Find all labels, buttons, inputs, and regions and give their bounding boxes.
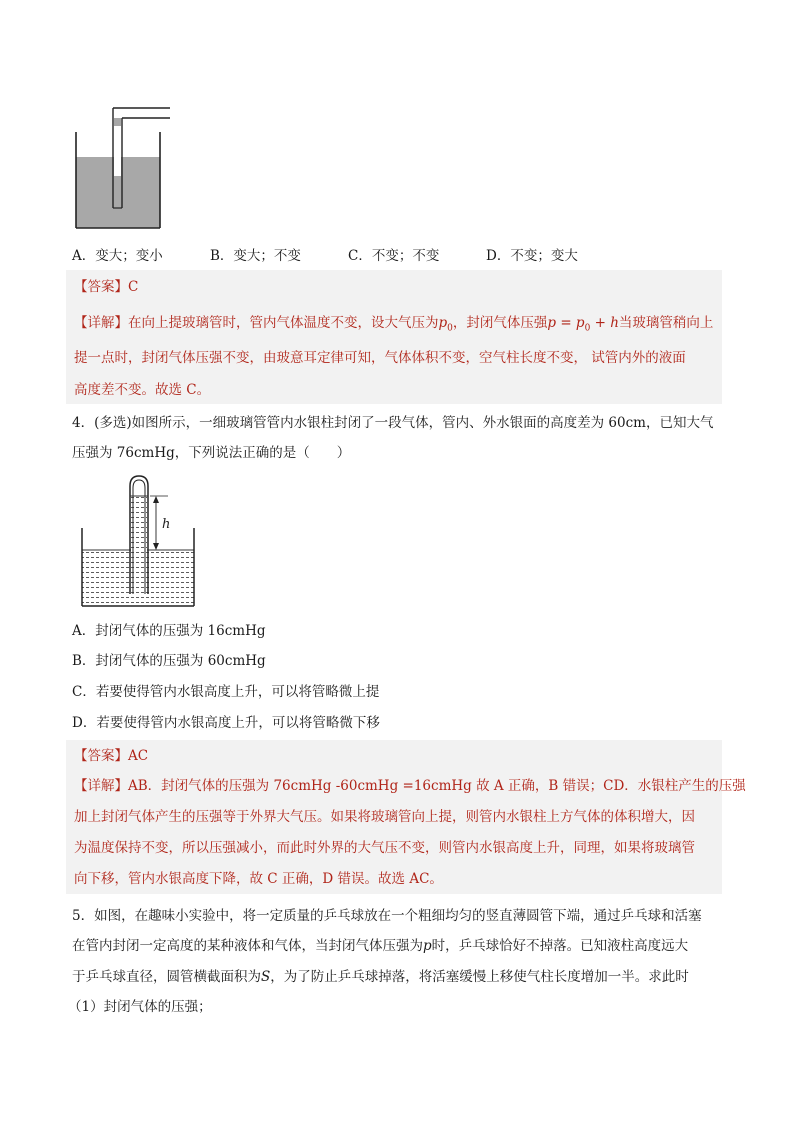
q3-option-a: A．变大；变小 [72,248,163,264]
q4-figure [76,470,202,610]
q4-detail-label: 【详解】 [74,778,128,794]
q4-option-b: B．封闭气体的压强为 60cmHg [72,653,266,669]
q3-detail-line-3: 高度差不变。故选 C。 [74,382,211,398]
q3-figure [70,100,174,232]
q4-detail-line-2: 加上封闭气体产生的压强等于外界大气压。如果将玻璃管向上提，则管内水银柱上方气体的体积增大，因 [74,809,695,825]
q3-option-b: B．变大；不变 [210,248,301,264]
q4-option-c: C．若要使得管内水银高度上升，可以将管略微上提 [72,684,380,700]
q3-detail-line-1: 【详解】在向上提玻璃管时，管内气体温度不变，设大气压为$p_0$，封闭气体压强$p = p_0 + h$当玻璃管稍向上 [74,315,714,334]
q4-answer-label: 【答案】 [74,748,128,764]
q5-stem-line-3: 于乒乓球直径，圆管横截面积为S，为了防止乒乓球掉落，将活塞缓慢上移使气柱长度增加一半。求此时 [72,969,689,985]
q4-answer [74,746,148,766]
q3-option-c: C．不变；不变 [348,248,440,264]
q5-stem-line-2: 在管内封闭一定高度的某种液体和气体，当封闭气体压强为p时，乒乓球恰好不掉落。已知液柱高度远大 [72,938,689,954]
q3-detail-label: 【详解】 [74,315,128,331]
q4-stem-line-1: 4．(多选)如图所示，一细玻璃管管内水银柱封闭了一段气体，管内、外水银面的高度差为 60cm，已知大气 [72,415,714,431]
q5-subquestion-1: （1）封闭气体的压强； [68,999,212,1015]
q5-stem-line-1: 5．如图，在趣味小实验中，将一定质量的乒乓球放在一个粗细均匀的竖直薄圆管下端，通过乒乓球和活塞 [72,908,702,924]
q4-option-a: A．封闭气体的压强为 16cmHg [72,623,266,639]
q4-figure-h-label: h [162,517,171,532]
q4-detail-line-3: 为温度保持不变，所以压强减小，而此时外界的大气压不变，则管内水银高度上升，同理，如果将玻璃管 [74,840,695,856]
q3-answer-label: 【答案】 [74,279,128,295]
q3-answer [74,277,138,297]
q4-stem-line-2: 压强为 76cmHg，下列说法正确的是（ ） [72,445,351,461]
q4-option-d: D．若要使得管内水银高度上升，可以将管略微下移 [72,715,380,731]
q4-detail-line-1: 【详解】AB．封闭气体的压强为 76cmHg -60cmHg =16cmHg 故 A 正确，B 错误；CD．水银柱产生的压强 [74,778,746,794]
q3-option-d: D．不变；变大 [486,248,578,264]
q3-detail-line-2: 提一点时，封闭气体压强不变，由玻意耳定律可知，气体体积不变，空气柱长度不变， 试管内外的液面 [74,350,686,366]
q4-detail-line-4: 向下移，管内水银高度下降，故 C 正确，D 错误。故选 AC。 [74,871,443,887]
q4-answer-value: AC [128,748,149,764]
q3-answer-value: C [128,279,139,295]
